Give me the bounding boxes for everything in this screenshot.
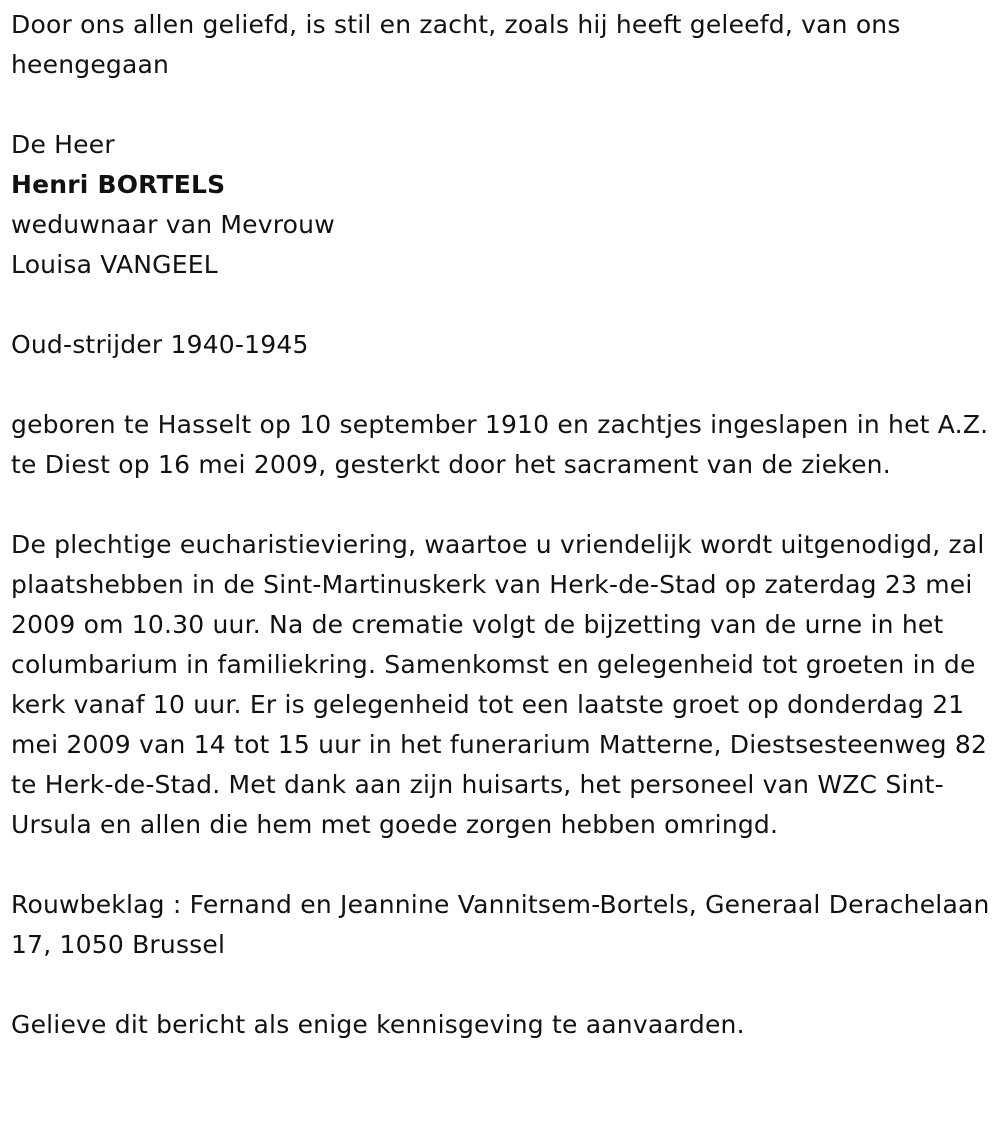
spouse-name: Louisa VANGEEL bbox=[11, 250, 218, 279]
closing-text: Gelieve dit bericht als enige kennisgeving te aanvaarden. bbox=[11, 1010, 745, 1039]
veteran-text: Oud-strijder 1940-1945 bbox=[11, 330, 309, 359]
birth-death-text: geboren te Hasselt op 10 september 1910 en zachtjes ingeslapen in het A.Z. te Diest op 16 mei 2009, gesterkt door het sacrament van de zieken. bbox=[11, 410, 989, 479]
intro-text: Door ons allen geliefd, is stil en zacht, zoals hij heeft geleefd, van ons heengegaan bbox=[11, 10, 901, 79]
honorific: De Heer bbox=[11, 130, 115, 159]
ceremony-text: De plechtige eucharistieviering, waartoe u vriendelijk wordt uitgenodigd, zal plaatshebben in de Sint-Martinuskerk van Herk-de-Stad op zaterdag 23 mei 2009 om 10.30 uur. Na de crematie volgt de bijzetting van de urne in het columbarium in familiekring. Samenkomst en gelegenheid tot groeten in de kerk vanaf 10 uur. Er is gelegenheid tot een laatste groet op donderdag 21 mei 2009 van 14 tot 15 uur in het funerarium Matterne, Diestsesteenweg 82 te Herk-de-Stad. Met dank aan zijn huisarts, het personeel van WZC Sint-Ursula en allen die hem met goede zorgen hebben omringd. bbox=[11, 530, 988, 839]
widower-line: weduwnaar van Mevrouw bbox=[11, 210, 335, 239]
deceased-block bbox=[11, 125, 996, 285]
death-notice bbox=[11, 5, 996, 1085]
condolences-text: Rouwbeklag : Fernand en Jeannine Vannitsem-Bortels, Generaal Derachelaan 17, 1050 Brussel bbox=[11, 890, 990, 959]
deceased-name: Henri BORTELS bbox=[11, 170, 226, 199]
